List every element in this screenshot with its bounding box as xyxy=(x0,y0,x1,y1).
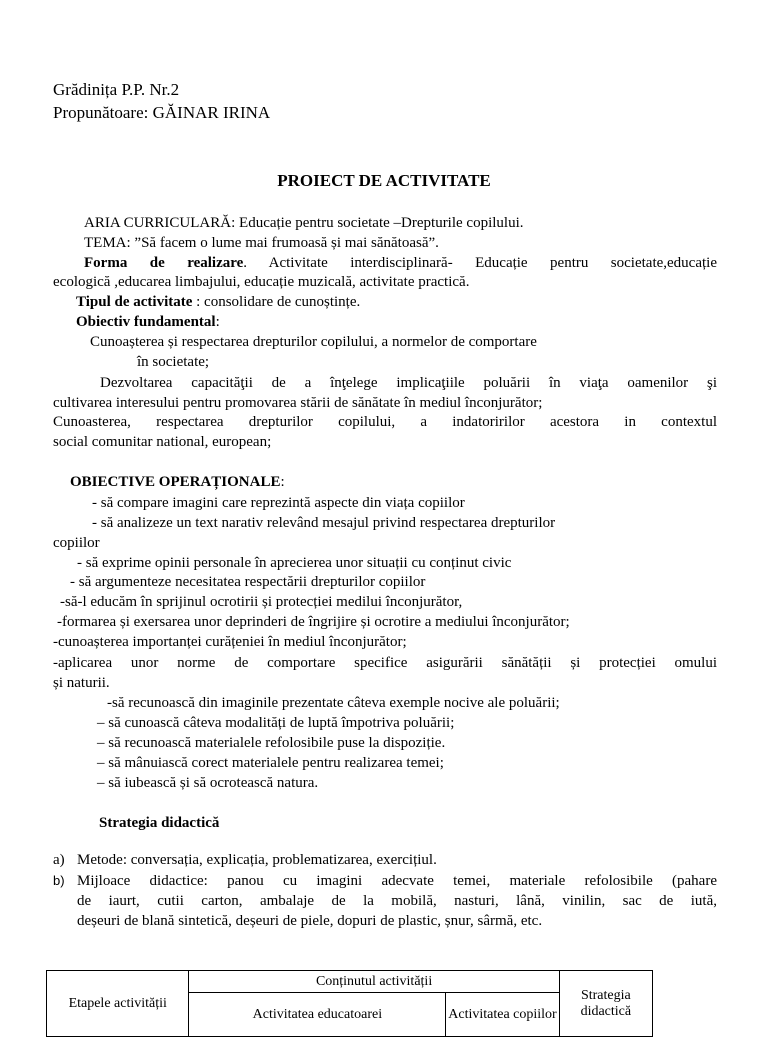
school-name: Grădinița P.P. Nr.2 xyxy=(53,80,180,99)
strategia-b-line-2: de iaurt, cutii carton, ambalaje de la mobilă, nasturi, lână, vinilin, sac de iută, xyxy=(77,893,717,909)
obiectiv-line-1: Cunoașterea și respectarea drepturilor copilului, a normelor de comportare xyxy=(90,334,537,350)
tipul-activitate xyxy=(76,293,360,311)
obiective-label: OBIECTIVE OPERAȚIONALE xyxy=(70,474,281,490)
activity-table xyxy=(46,970,653,1037)
tipul-value: : consolidare de cunoștințe. xyxy=(192,294,361,310)
strategia-b-line-1: Mijloace didactice: panou cu imagini adecvate temei, materiale refolosibile (pahare xyxy=(77,873,717,889)
op-line-14: – să mânuiască corect materialele pentru realizarea temei; xyxy=(97,755,444,771)
forma-line-1 xyxy=(84,254,717,272)
col-etape: Etapele activității xyxy=(47,971,189,1037)
tipul-label: Tipul de activitate xyxy=(76,294,193,310)
op-line-9: -aplicarea unor norme de comportare specifice asigurării sănătății și protecției omului xyxy=(53,655,717,671)
author-name: GĂINAR IRINA xyxy=(152,103,271,122)
op-line-12: – să cunoască câteva modalități de luptă împotriva poluării; xyxy=(97,715,455,731)
obiectiv-colon: : xyxy=(215,314,220,330)
op-line-2: - să analizeze un text narativ relevând mesajul privind respectarea drepturilor xyxy=(92,515,556,531)
tema-value: : ”Să facem o lume mai frumoasă și mai sănătoasă”. xyxy=(126,235,439,251)
obiectiv-label: Obiectiv fundamental xyxy=(76,314,216,330)
aria-label: ARIA CURRICULARĂ xyxy=(84,215,232,231)
strategia-a-text: Metode: conversația, explicația, problematizarea, exercițiul. xyxy=(77,852,437,868)
op-line-15: – să iubească și să ocrotească natura. xyxy=(97,775,319,791)
col-educatoare: Activitatea educatoarei xyxy=(189,993,446,1037)
tema xyxy=(84,234,439,252)
obiectiv-line-5: Cunoasterea, respectarea drepturilor copilului, a indatoririlor acestora in contextul xyxy=(53,414,717,430)
obiectiv-line-4: cultivarea interesului pentru promovarea stării de sănătate în mediul înconjurător; xyxy=(53,395,543,411)
page-title: PROIECT DE ACTIVITATE xyxy=(277,171,491,190)
author-label: Propunătoare: xyxy=(53,103,153,122)
op-line-8: -cunoașterea importanței curățeniei în mediul înconjurător; xyxy=(53,634,407,650)
obiective-colon: : xyxy=(280,474,285,490)
op-line-7: -formarea și exersarea unor deprinderi de îngrijire și ocrotire a mediului înconjurător; xyxy=(57,614,570,630)
strategia-b-marker: b) xyxy=(53,873,65,888)
strategia-b-line-3: deșeuri de blană sintetică, deșeuri de piele, dopuri de plastic, șnur, sârmă, etc. xyxy=(77,913,543,929)
forma-line-2: ecologică ,educarea limbajului, educație muzicală, activitate practică. xyxy=(53,274,470,290)
obiectiv-line-2: în societate; xyxy=(137,354,210,370)
obiective-operationale-heading xyxy=(70,473,285,491)
op-line-3: copiilor xyxy=(53,535,100,551)
col-copii: Activitatea copiilor xyxy=(446,993,559,1037)
op-line-10: și naturii. xyxy=(53,675,110,691)
op-line-1: - să compare imagini care reprezintă aspecte din viața copiilor xyxy=(92,495,465,511)
obiectiv-line-3: Dezvoltarea capacităţii de a înţelege implicaţiile poluării în viaţa oamenilor şi xyxy=(100,375,717,391)
op-line-4: - să exprime opinii personale în aprecierea unor situații cu conținut civic xyxy=(77,555,512,571)
op-line-13: – să recunoască materialele refolosibile puse la dispoziție. xyxy=(97,735,446,751)
forma-label: Forma de realizare xyxy=(84,255,244,271)
forma-value: . Activitate interdisciplinară- Educație pentru societate,educație xyxy=(243,255,717,271)
strategia-heading: Strategia didactică xyxy=(99,815,220,831)
strategia-a-marker: a) xyxy=(53,852,65,868)
obiectiv-fundamental-heading xyxy=(76,313,220,331)
op-line-6: -să-l educăm în sprijinul ocrotirii și protecției medilui înconjurător, xyxy=(60,594,463,610)
col-continut: Conținutul activității xyxy=(189,971,559,993)
obiectiv-line-6: social comunitar national, european; xyxy=(53,434,272,450)
aria-curriculara xyxy=(84,214,524,232)
author-line xyxy=(53,103,270,123)
op-line-5: - să argumenteze necesitatea respectării drepturilor copiilor xyxy=(70,574,426,590)
tema-label: TEMA xyxy=(84,235,127,251)
op-line-11: -să recunoască din imaginile prezentate câteva exemple nocive ale poluării; xyxy=(107,695,560,711)
col-strategia: Strategia didactică xyxy=(559,971,652,1037)
aria-value: : Educație pentru societate –Drepturile copilului. xyxy=(231,215,524,231)
